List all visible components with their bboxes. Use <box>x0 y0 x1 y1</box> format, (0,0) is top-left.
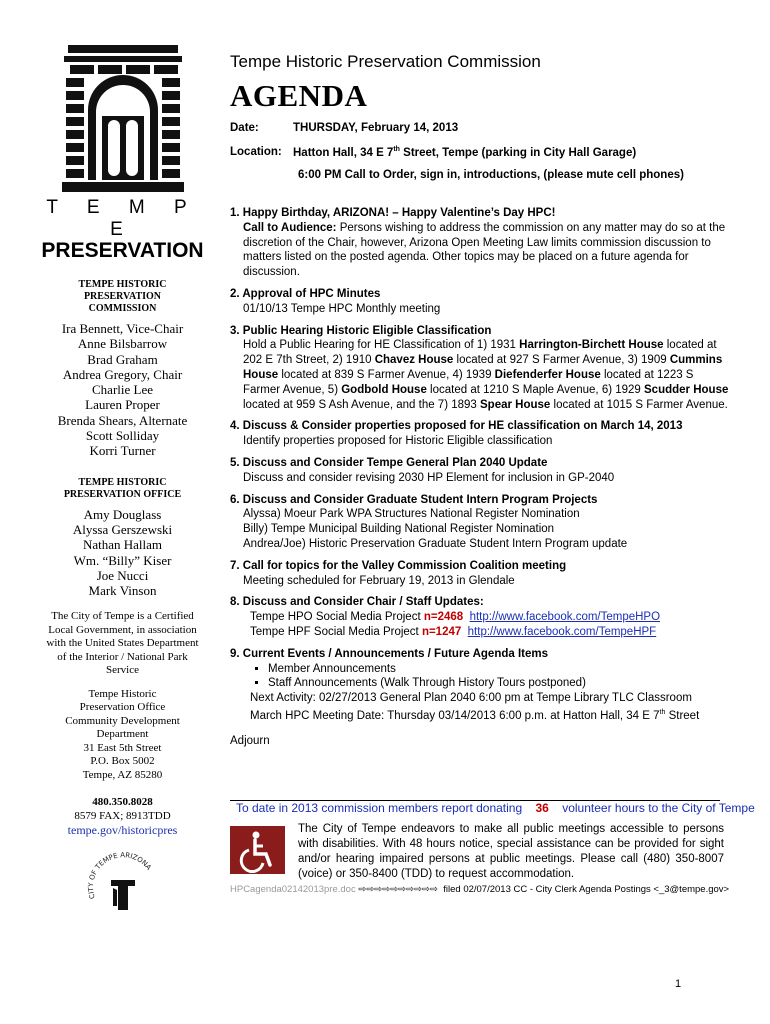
clg-statement: The City of Tempe is a Certified Local Government, in association with the United States Department of the Interior / National Park Service <box>46 610 199 677</box>
date-label: Date: <box>230 122 259 134</box>
member-name: Scott Solliday <box>85 428 160 444</box>
office-staff-list <box>40 507 205 599</box>
hpf-social-media-line: Tempe HPF Social Media Project n=1247 http://www.facebook.com/TempeHPF <box>250 625 657 638</box>
item-heading: 7. Call for topics for the Valley Commission Coalition meeting <box>230 559 567 572</box>
filed-text: filed 02/07/2013 CC - City Clerk Agenda Postings <_3@tempe.gov> <box>443 884 730 895</box>
staff-name: Mark Vinson <box>88 583 157 599</box>
member-name: Brenda Shears, Alternate <box>57 412 188 428</box>
agenda-item-5 <box>230 456 730 486</box>
date-row <box>230 122 730 142</box>
agenda-main <box>230 52 730 748</box>
location-label: Location: <box>230 146 282 158</box>
page-title: AGENDA <box>230 78 368 113</box>
seal-text: CITY OF TEMPE ARIZONA <box>86 851 153 901</box>
list-item: ▪ Member Announcements <box>268 662 730 677</box>
item-heading: 2. Approval of HPC Minutes <box>230 287 381 300</box>
item-text: Andrea/Joe) Historic Preservation Graduate Student Intern Program update <box>243 537 628 550</box>
agenda-item-4 <box>230 419 730 449</box>
volunteer-hours-line: To date in 2013 commission members report donating 36 volunteer hours to the City of Tempe <box>236 801 755 815</box>
page-number: 1 <box>675 978 682 990</box>
member-name: Lauren Proper <box>85 397 160 413</box>
tempe-preservation-building-logo <box>58 40 188 195</box>
agenda-item-9 <box>230 647 730 724</box>
hpo-social-media-line: Tempe HPO Social Media Project n=2468 http://www.facebook.com/TempeHPO <box>250 611 661 624</box>
location-value: Hatton Hall, 34 E 7th Street, Tempe (parking in City Hall Garage) <box>293 146 637 159</box>
list-item: ▪ Staff Announcements (Walk Through History Tours postponed) <box>268 676 730 691</box>
arrow-icons: ⇨⇨⇨⇨⇨⇨⇨⇨⇨⇨ <box>358 884 438 895</box>
march-meeting-text: March HPC Meeting Date: Thursday 03/14/2013 6:00 p.m. at Hatton Hall, 34 E 7th Street <box>250 708 700 722</box>
call-to-order-line: 6:00 PM Call to Order, sign in, introductions, (please mute cell phones) <box>298 169 684 181</box>
logo-wordmark-preservation: PRESERVATION <box>41 239 204 262</box>
address-line: P.O. Box 5002 <box>90 755 155 768</box>
next-activity-text: Next Activity: 02/27/2013 General Plan 2040 6:00 pm at Tempe Library TLC Classroom <box>250 692 692 705</box>
item-heading: 4. Discuss & Consider properties proposed for HE classification on March 14, 2013 <box>230 420 683 433</box>
item-text: Hold a Public Hearing for HE Classification of 1) 1931 Harrington-Birchett House located at 202 E 7th Street, 2) 1910 Chavez House located at 927 S Farmer Avenue, 3) 1909 Cummins House located at 839 S Farmer Avenue, 4) 1939 Diefenderfer House located at 1223 S Farmer Avenue, 5) Godbold House located at 1210 S Maple Avenue, 6) 1929 Scudder House located at 959 S Ash Avenue, and the 7) 1893 Spear House located at 1015 S Farmer Avenue. <box>243 339 729 411</box>
item-text: 01/10/13 Tempe HPC Monthly meeting <box>243 302 441 315</box>
accessibility-text: The City of Tempe endeavors to make all public meetings accessible to persons with disabilities. With 48 hours notice, special assistance can be provided for sight and/or hearing impaired persons at public meetings. Please call (480) 350-8007 (voice) or 350-8400 (TDD) to request accommodation. <box>298 823 724 880</box>
fax-number: 8579 FAX; 8913TDD <box>74 809 171 822</box>
logo-wordmark-tempe: T E M P E <box>46 197 199 240</box>
wheelchair-accessibility-icon <box>230 826 285 874</box>
agenda-item-1 <box>230 206 730 280</box>
agenda-item-3 <box>230 324 730 413</box>
file-info-line <box>230 884 729 895</box>
phone-number: 480.350.8028 <box>92 796 153 809</box>
item-text: Discuss and consider revising 2030 HP Element for inclusion in GP-2040 <box>243 471 615 484</box>
address-line: Preservation Office <box>79 701 166 714</box>
address-line: Tempe, AZ 85280 <box>82 768 163 781</box>
file-name: HPCagenda02142013pre.doc <box>230 884 356 895</box>
date-value: THURSDAY, February 14, 2013 <box>293 122 459 134</box>
announcement-list <box>230 662 730 692</box>
member-name: Andrea Gregory, Chair <box>62 366 183 382</box>
staff-name: Alyssa Gerszewski <box>72 521 173 537</box>
item-heading: 3. Public Hearing Historic Eligible Classification <box>230 324 492 337</box>
item-heading: 5. Discuss and Consider Tempe General Plan 2040 Update <box>230 456 548 469</box>
staff-name: Joe Nucci <box>96 567 149 583</box>
item-heading: 6. Discuss and Consider Graduate Student Intern Program Projects <box>230 493 598 506</box>
item-text: Identify properties proposed for Historic Eligible classification <box>243 435 553 448</box>
hpf-facebook-link[interactable]: http://www.facebook.com/TempeHPF <box>467 625 657 638</box>
call-to-audience-text: Call to Audience: Persons wishing to address the commission on any matter may do so at the discretion of the Chair, however, Arizona Open Meeting Law limits commission discussion to matters listed on the posted agenda. Other topics may be placed on a future agenda for discussion. <box>243 221 726 279</box>
item-text: Alyssa) Moeur Park WPA Structures National Register Nomination <box>243 508 580 521</box>
commission-member-list <box>40 321 205 459</box>
organization-name: Tempe Historic Preservation Commission <box>230 52 541 71</box>
member-name: Brad Graham <box>87 351 158 367</box>
staff-name: Wm. “Billy” Kiser <box>73 552 172 568</box>
location-row <box>230 146 730 166</box>
hpf-follower-count: n=1247 <box>421 625 462 638</box>
staff-name: Amy Douglass <box>83 506 162 522</box>
commission-heading: TEMPE HISTORIC PRESERVATION COMMISSION <box>78 279 167 314</box>
hpo-facebook-link[interactable]: http://www.facebook.com/TempeHPO <box>469 611 661 624</box>
hpo-follower-count: n=2468 <box>423 611 464 624</box>
agenda-item-8 <box>230 595 730 639</box>
address-line: Department <box>96 728 149 741</box>
volunteer-hours-count: 36 <box>535 801 549 815</box>
city-of-tempe-seal-icon <box>83 850 163 930</box>
item-text: Meeting scheduled for February 19, 2013 in Glendale <box>243 574 515 587</box>
sidebar <box>40 40 205 935</box>
item-heading: 8. Discuss and Consider Chair / Staff Updates: <box>230 596 484 609</box>
agenda-item-6 <box>230 493 730 552</box>
item-text: Billy) Tempe Municipal Building National Register Nomination <box>243 523 555 536</box>
item-heading: 1. Happy Birthday, ARIZONA! – Happy Valentine’s Day HPC! <box>230 207 556 219</box>
agenda-item-7 <box>230 559 730 589</box>
staff-name: Nathan Hallam <box>82 537 163 553</box>
member-name: Korri Turner <box>89 443 156 459</box>
member-name: Anne Bilsbarrow <box>77 336 168 352</box>
address-line: 31 East 5th Street <box>83 741 162 754</box>
address-line: Community Development <box>65 714 180 727</box>
member-name: Ira Bennett, Vice-Chair <box>61 321 184 336</box>
adjourn-heading: Adjourn <box>230 734 270 747</box>
agenda-item-2 <box>230 287 730 317</box>
address-line: Tempe Historic <box>88 687 157 700</box>
website-link[interactable]: tempe.gov/historicpres <box>67 823 178 838</box>
office-address <box>40 688 205 783</box>
member-name: Charlie Lee <box>92 382 153 398</box>
office-heading: TEMPE HISTORIC PRESERVATION OFFICE <box>63 476 182 500</box>
item-heading: 9. Current Events / Announcements / Future Agenda Items <box>230 647 549 660</box>
